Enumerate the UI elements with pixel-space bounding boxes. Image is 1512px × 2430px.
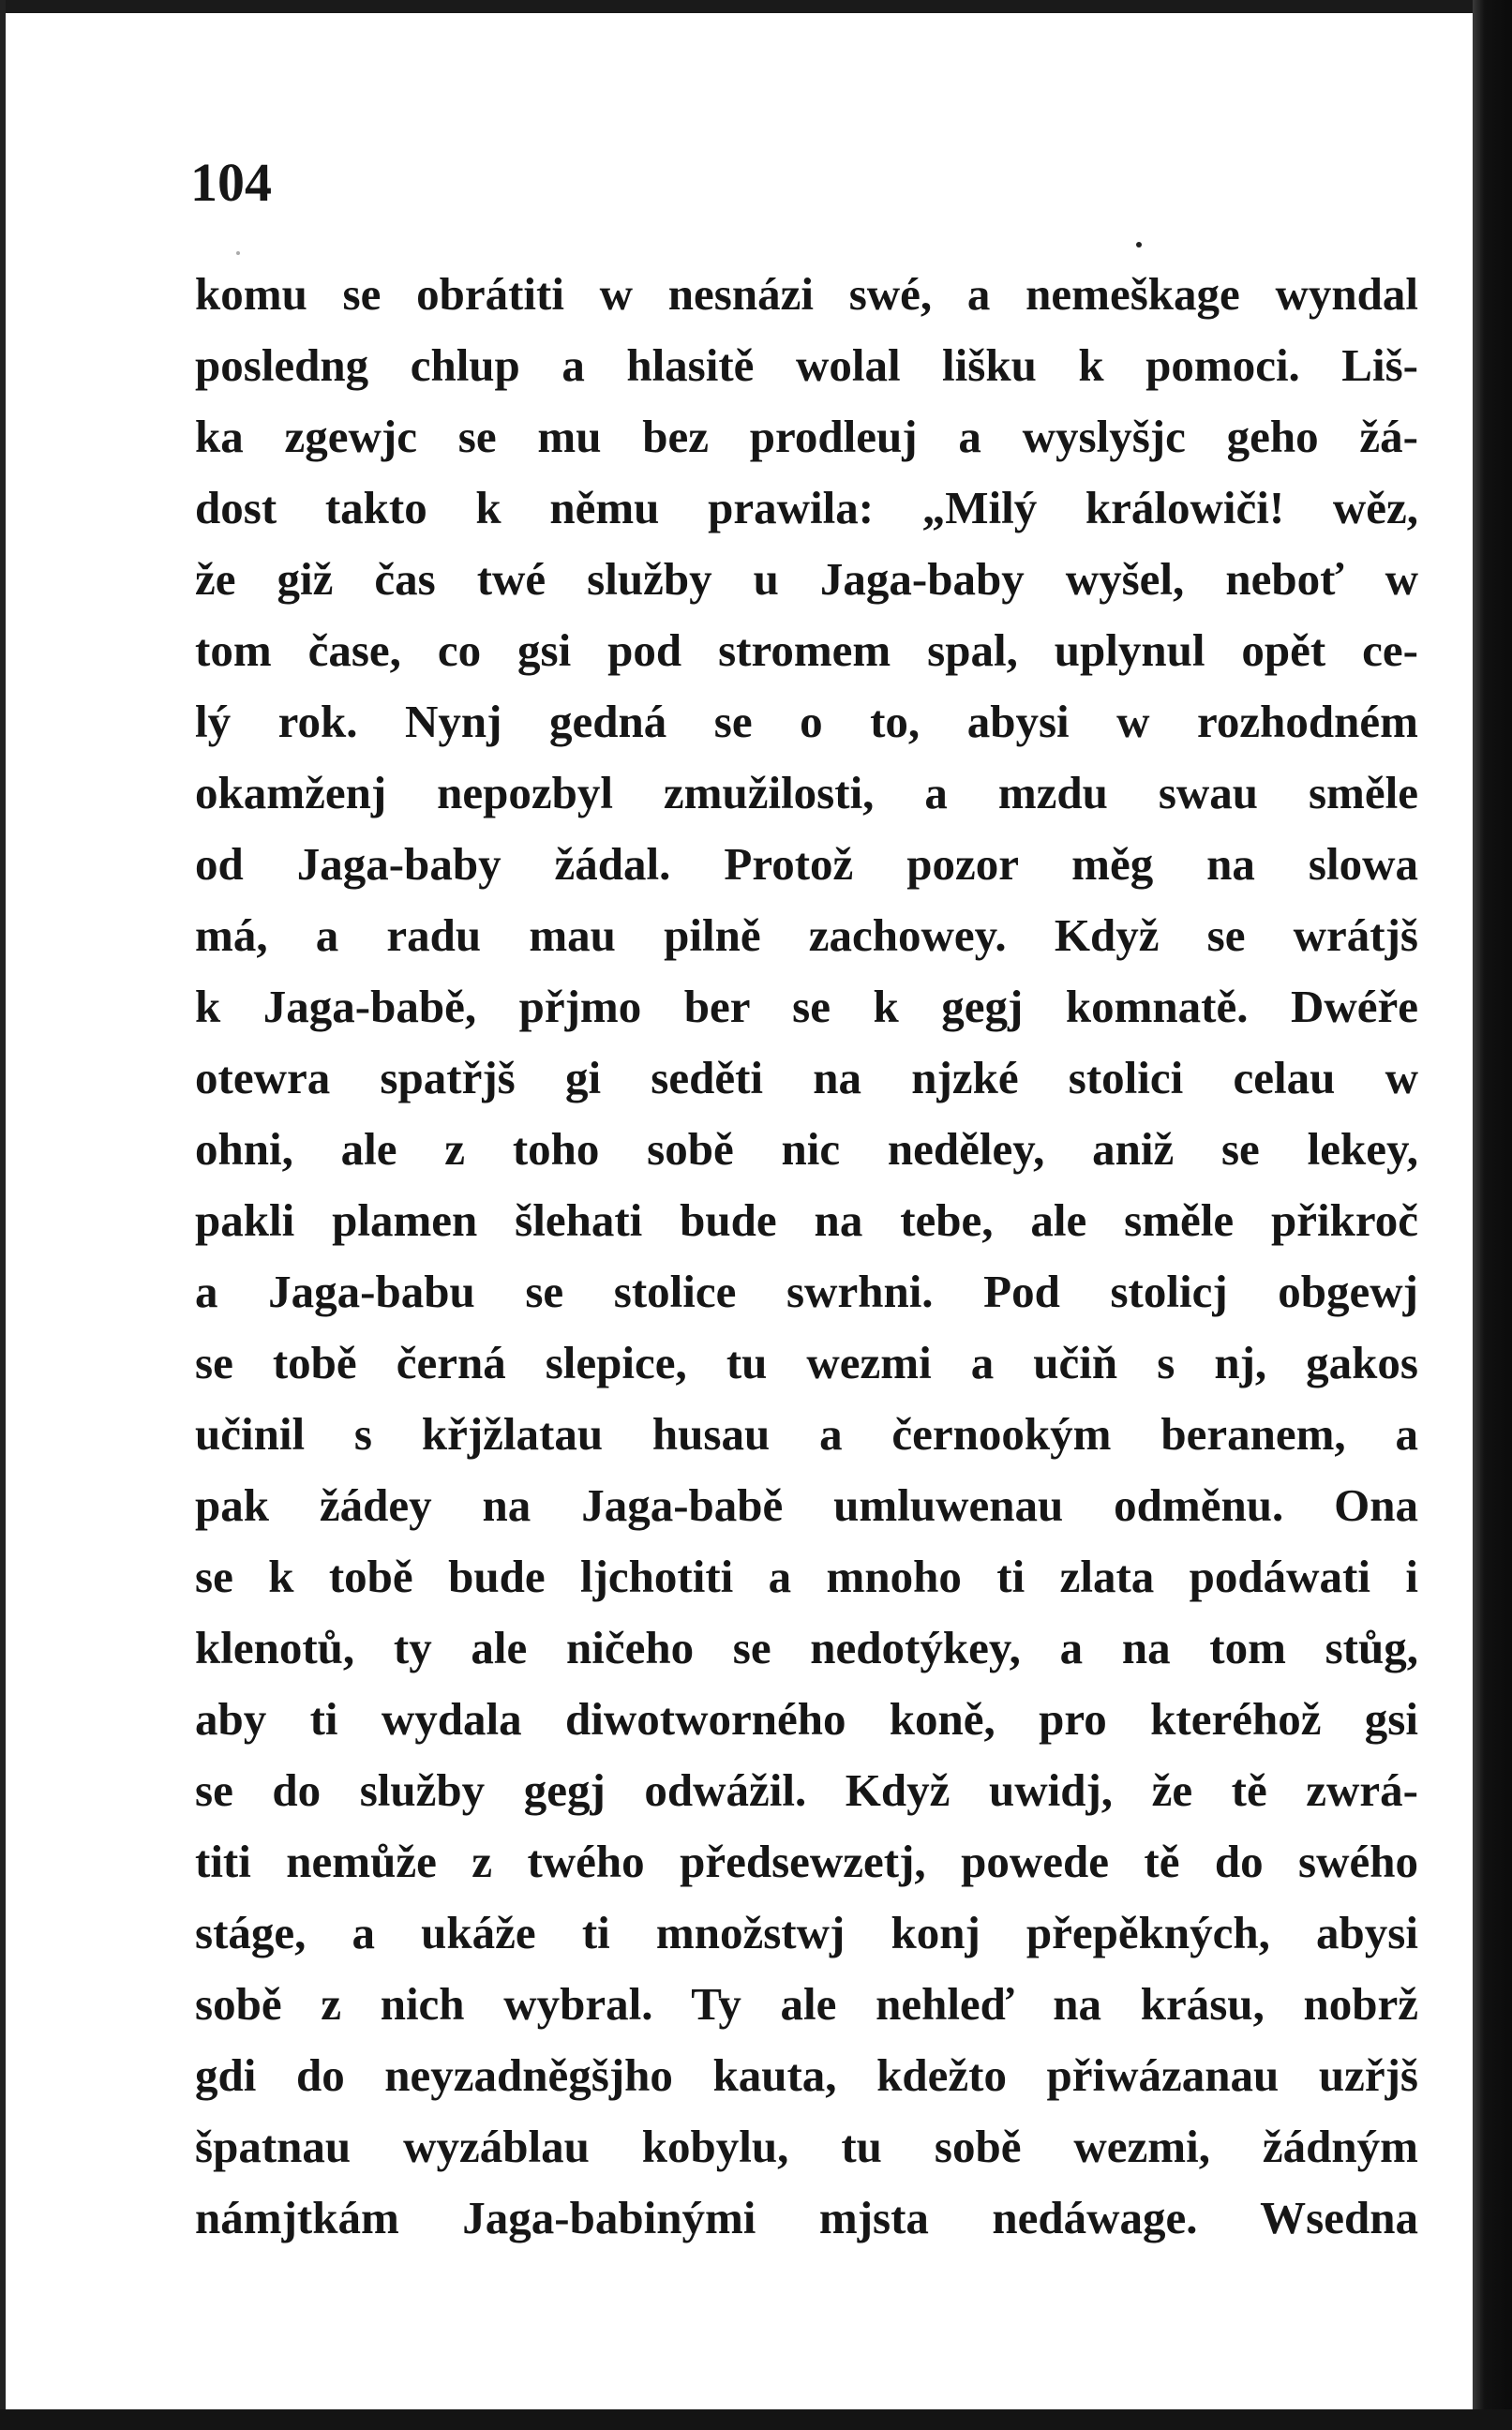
text-line: námjtkám Jaga-babinými mjsta nedáwage. Wsedna: [195, 2192, 1418, 2243]
text-line: učinil s křjžlatau husau a černookým beranem, a: [195, 1408, 1418, 1460]
text-line: gdi do neyzadněgšjho kauta, kdežto přiwázanau uzřjš: [195, 2049, 1418, 2101]
ink-speck: [1136, 242, 1142, 248]
text-line: se k tobě bude ljchotiti a mnoho ti zlata podáwati i: [195, 1551, 1418, 1602]
page-number: 104: [190, 152, 272, 213]
scan-border-bottom: [0, 2409, 1512, 2430]
text-line: lý rok. Nynj gedná se o to, abysi w rozhodném: [195, 696, 1418, 747]
ink-speck: [236, 251, 240, 255]
scan-border-top: [0, 0, 1512, 13]
text-line: dost takto k němu prawila: „Milý králowiči! wěz,: [195, 482, 1418, 533]
text-line: titi nemůže z twého předsewzetj, powede tě do swého: [195, 1836, 1418, 1887]
text-line: se do služby gegj odwážil. Když uwidj, že tě zwrá-: [195, 1764, 1418, 1816]
text-line: komu se obrátiti w nesnázi swé, a nemeškage wyndal: [195, 268, 1418, 320]
text-line: posledng chlup a hlasitě wolal lišku k pomoci. Liš-: [195, 339, 1418, 391]
text-line: aby ti wydala diwotworného koně, pro kteréhož gsi: [195, 1693, 1418, 1745]
text-line: stáge, a ukáže ti množstwj konj přepěkných, abysi: [195, 1907, 1418, 1958]
text-line: sobě z nich wybral. Ty ale nehleď na krásu, nobrž: [195, 1978, 1418, 2030]
text-line: od Jaga-baby žádal. Protož pozor měg na slowa: [195, 838, 1418, 890]
scan-border-left: [0, 0, 6, 2430]
text-line: má, a radu mau pilně zachowey. Když se wrátjš: [195, 909, 1418, 961]
text-line: klenotů, ty ale ničeho se nedotýkey, a na tom stůg,: [195, 1622, 1418, 1673]
text-line: pakli plamen šlehati bude na tebe, ale směle přikroč: [195, 1194, 1418, 1246]
text-line: tom čase, co gsi pod stromem spal, uplynul opět ce-: [195, 624, 1418, 676]
text-line: otewra spatřjš gi seděti na njzké stolici celau w: [195, 1052, 1418, 1103]
text-line: špatnau wyzáblau kobylu, tu sobě wezmi, žádným: [195, 2121, 1418, 2172]
text-line: okamženj nepozbyl zmužilosti, a mzdu swau směle: [195, 767, 1418, 818]
body-text: [195, 259, 1418, 2254]
text-line: pak žádey na Jaga-babě umluwenau odměnu. Ona: [195, 1479, 1418, 1531]
text-line: se tobě černá slepice, tu wezmi a učiň s nj, gakos: [195, 1337, 1418, 1388]
text-line: k Jaga-babě, přjmo ber se k gegj komnatě. Dwéře: [195, 981, 1418, 1032]
scan-border-right: [1473, 0, 1512, 2430]
text-line: ka zgewjc se mu bez prodleuj a wyslyšjc geho žá-: [195, 411, 1418, 462]
text-line: že giž čas twé služby u Jaga-baby wyšel, neboť w: [195, 553, 1418, 605]
text-line: a Jaga-babu se stolice swrhni. Pod stolicj obgewj: [195, 1266, 1418, 1317]
text-line: ohni, ale z toho sobě nic neděley, aniž se lekey,: [195, 1123, 1418, 1175]
